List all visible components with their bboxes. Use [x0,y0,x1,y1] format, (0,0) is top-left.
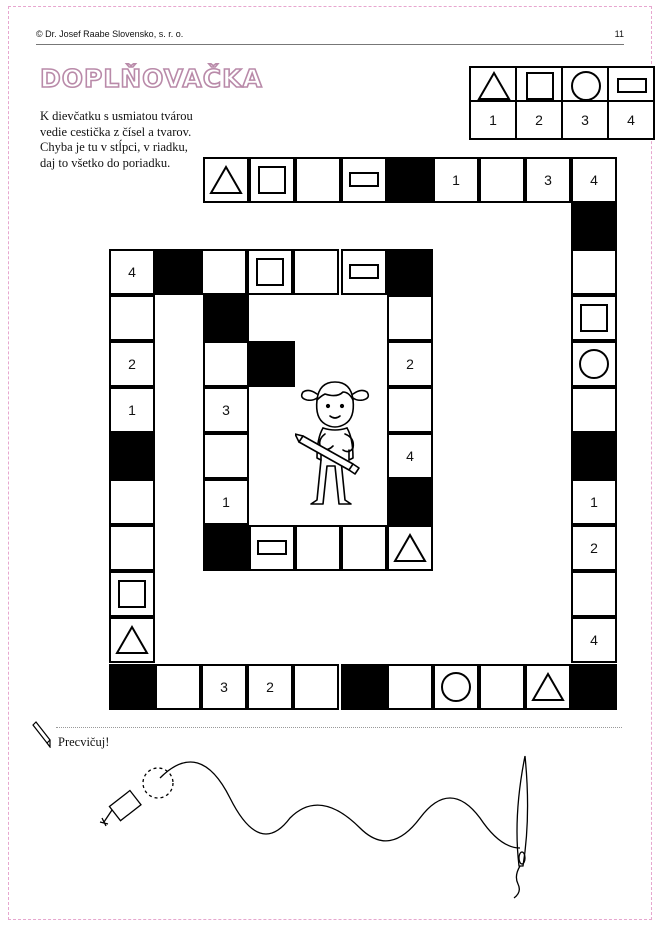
cell-number: 4 [128,264,136,280]
cell-number: 1 [452,172,460,188]
cell-number: 2 [128,356,136,372]
cell-number: 1 [128,402,136,418]
cell-number: 1 [590,494,598,510]
instruction-line: vedie cestička z čísel a tvarov. [40,124,192,139]
cell-number: 4 [406,448,414,464]
copyright: © Dr. Josef Raabe Slovensko, s. r. o. [36,29,184,39]
page-title: DOPLŇOVAČKA [40,64,263,93]
cell-number: 3 [544,172,552,188]
page-number: 11 [614,29,624,39]
instruction-line: K dievčatku s usmiatou tvárou [40,109,193,123]
cell-number: 2 [590,540,598,556]
practice-label: Precvičuj! [58,735,110,749]
cell-number: 1 [222,494,230,510]
legend-number: 3 [581,112,589,128]
cell-number: 2 [406,356,414,372]
legend-number: 2 [535,112,543,128]
cell-number: 3 [222,402,230,418]
cell-number: 4 [590,632,598,648]
cell-number: 3 [220,679,228,695]
instruction-line: Chyba je tu v stĺpci, v riadku, [40,140,188,154]
cell-number: 4 [590,172,598,188]
legend-number: 4 [627,112,635,128]
instruction-line: daj to všetko do poriadku. [40,155,171,170]
cell-number: 2 [266,679,274,695]
legend-number: 1 [489,112,497,128]
